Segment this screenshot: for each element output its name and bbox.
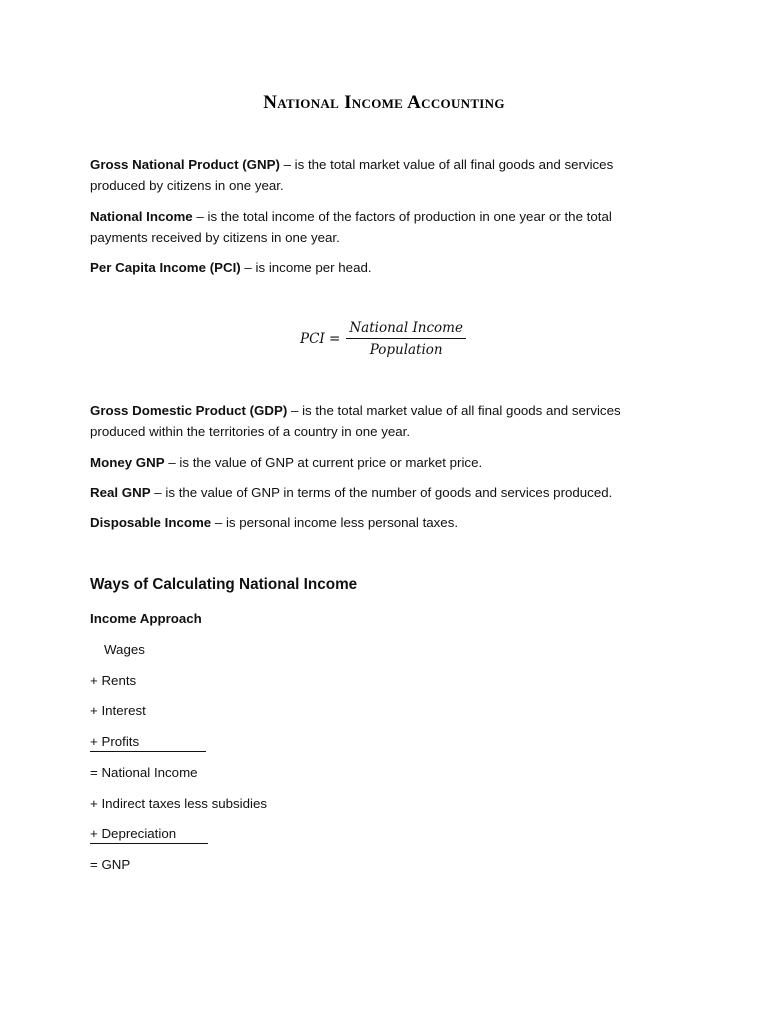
- definition-money-gnp: [90, 452, 650, 473]
- definition-term: Gross Domestic Product (GDP): [90, 403, 288, 418]
- step-line: = National Income: [90, 765, 198, 780]
- definition-text: – is the total market value of all final goods and services produced within the territories of a country in one year.: [90, 403, 621, 439]
- formula-numerator: National Income: [346, 320, 466, 339]
- page-title: National Income Accounting: [263, 92, 505, 113]
- definition-term: Money GNP: [90, 455, 165, 470]
- step-line-underlined: [90, 733, 206, 752]
- step-line: + Indirect taxes less subsidies: [90, 796, 268, 811]
- definition-term: Per Capita Income (PCI): [90, 260, 241, 275]
- definition-pci: [90, 257, 650, 278]
- step-line-underlined: [90, 825, 208, 844]
- definition-text: – is the value of GNP at current price or market price.: [164, 455, 483, 470]
- formula-lhs: PCI =: [300, 331, 341, 347]
- definition-real-gnp: [90, 482, 650, 503]
- definition-national-income: [90, 206, 650, 248]
- definition-text: – is the total market value of all final goods and services produced by citizens in one year.: [90, 157, 614, 193]
- definition-text: – is income per head.: [240, 260, 372, 275]
- definition-disposable-income: [90, 512, 650, 533]
- definition-term: Disposable Income: [90, 515, 212, 530]
- definition-gnp: [90, 154, 650, 196]
- definition-text: – is the value of GNP in terms of the number of goods and services produced.: [150, 485, 613, 500]
- step-line: = GNP: [90, 857, 131, 872]
- step-line: + Rents: [90, 673, 137, 688]
- definition-term: National Income: [90, 209, 193, 224]
- section-heading: Ways of Calculating National Income: [90, 576, 358, 593]
- approach-heading: Income Approach: [90, 611, 202, 626]
- definition-gdp: [90, 400, 650, 442]
- definition-term: Gross National Product (GNP): [90, 157, 280, 172]
- definition-text: – is personal income less personal taxes.: [211, 515, 459, 530]
- definition-term: Real GNP: [90, 485, 151, 500]
- pci-formula: [300, 316, 466, 362]
- definition-text: – is the total income of the factors of production in one year or the total payments received by citizens in one year.: [90, 209, 612, 245]
- formula-denominator: Population: [369, 342, 443, 358]
- step-line: Wages: [104, 642, 145, 657]
- step-text: + Profits: [90, 733, 206, 752]
- step-text: + Depreciation: [90, 825, 208, 844]
- formula-fraction: [346, 320, 466, 358]
- step-line: + Interest: [90, 703, 146, 718]
